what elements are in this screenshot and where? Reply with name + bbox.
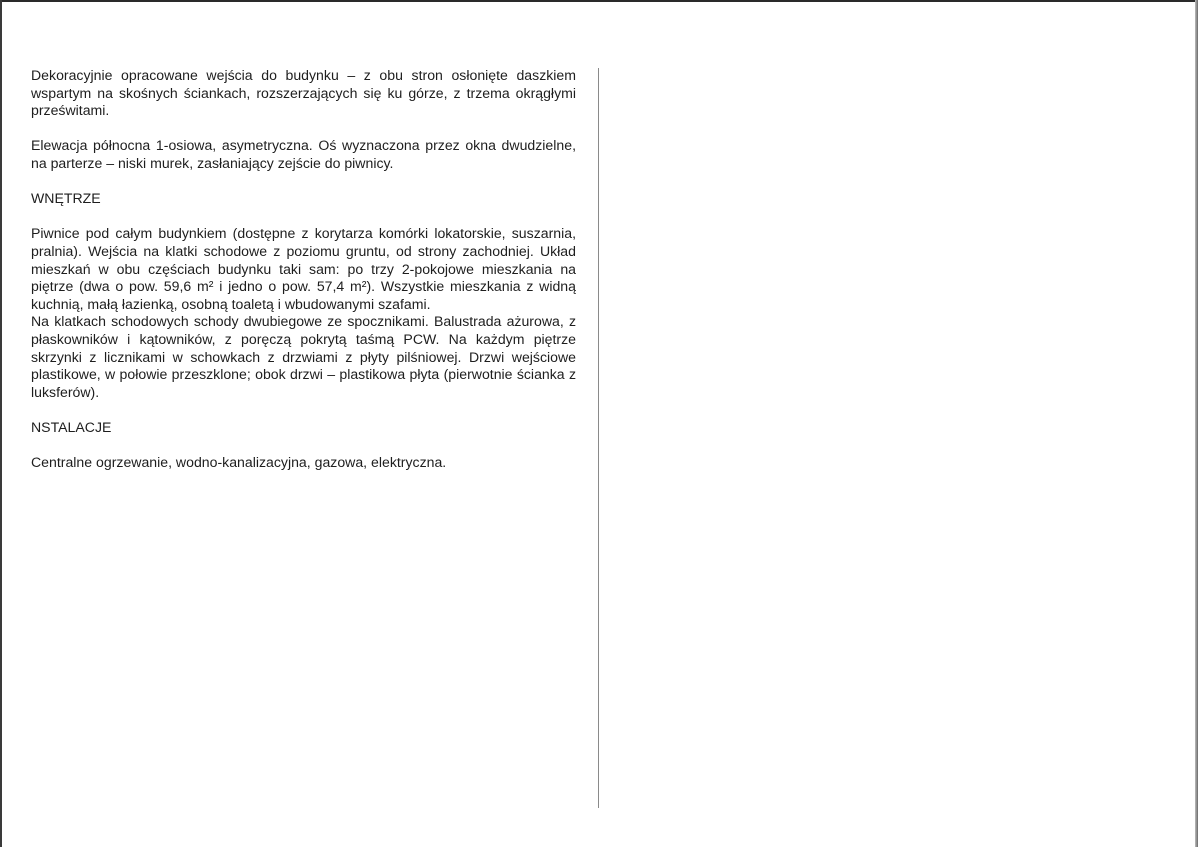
scan-edge-top: [0, 0, 1198, 2]
paragraph-interior-layout: Piwnice pod całym budynkiem (dostępne z korytarza komórki lokatorskie, suszarnia, pralnia). Wejścia na klatki schodowe z poziomu gruntu, od strony zachodniej. Układ mieszkań w obu częściach budynku taki sam: po trzy 2-pokojowe mieszkania na piętrze (dwa o pow. 59,6 m² i jedno o pow. 57,4 m²). Wszystkie mieszkania z widną kuchnią, małą łazienką, osobną toaletą i wbudowanymi szafami.: [31, 225, 576, 312]
section-heading-installations: NSTALACJE: [31, 418, 112, 435]
paragraph-installations: Centralne ogrzewanie, wodno-kanalizacyjna, gazowa, elektryczna.: [31, 454, 447, 471]
section-heading-interior: WNĘTRZE: [31, 190, 101, 207]
document-text-column: [31, 67, 576, 489]
section-interior: [31, 190, 576, 401]
column-divider: [598, 68, 599, 808]
paragraph-interior-stairs: Na klatkach schodowych schody dwubiegowe ze spocznikami. Balustrada ażurowa, z płaskowników i kątowników, z poręczą pokrytą taśmą PCW. Na każdym piętrze skrzynki z licznikami w schowkach z drzwiami z płyty pilśniowej. Drzwi wejściowe plastikowe, w połowie przeszklone; obok drzwi – plastikowa płyta (pierwotnie ścianka z luksferów).: [31, 313, 576, 400]
paragraph-entrances: Dekoracyjnie opracowane wejścia do budynku – z obu stron osłonięte daszkiem wspartym na skośnych ściankach, rozszerzających się ku górze, z trzema okrągłymi prześwitami.: [31, 67, 576, 119]
scan-edge-left: [0, 0, 2, 847]
paragraph-north-elevation: Elewacja północna 1-osiowa, asymetryczna. Oś wyznaczona przez okna dwudzielne, na parterze – niski murek, zasłaniający zejście do piwnicy.: [31, 137, 576, 171]
section-installations: [31, 419, 576, 472]
